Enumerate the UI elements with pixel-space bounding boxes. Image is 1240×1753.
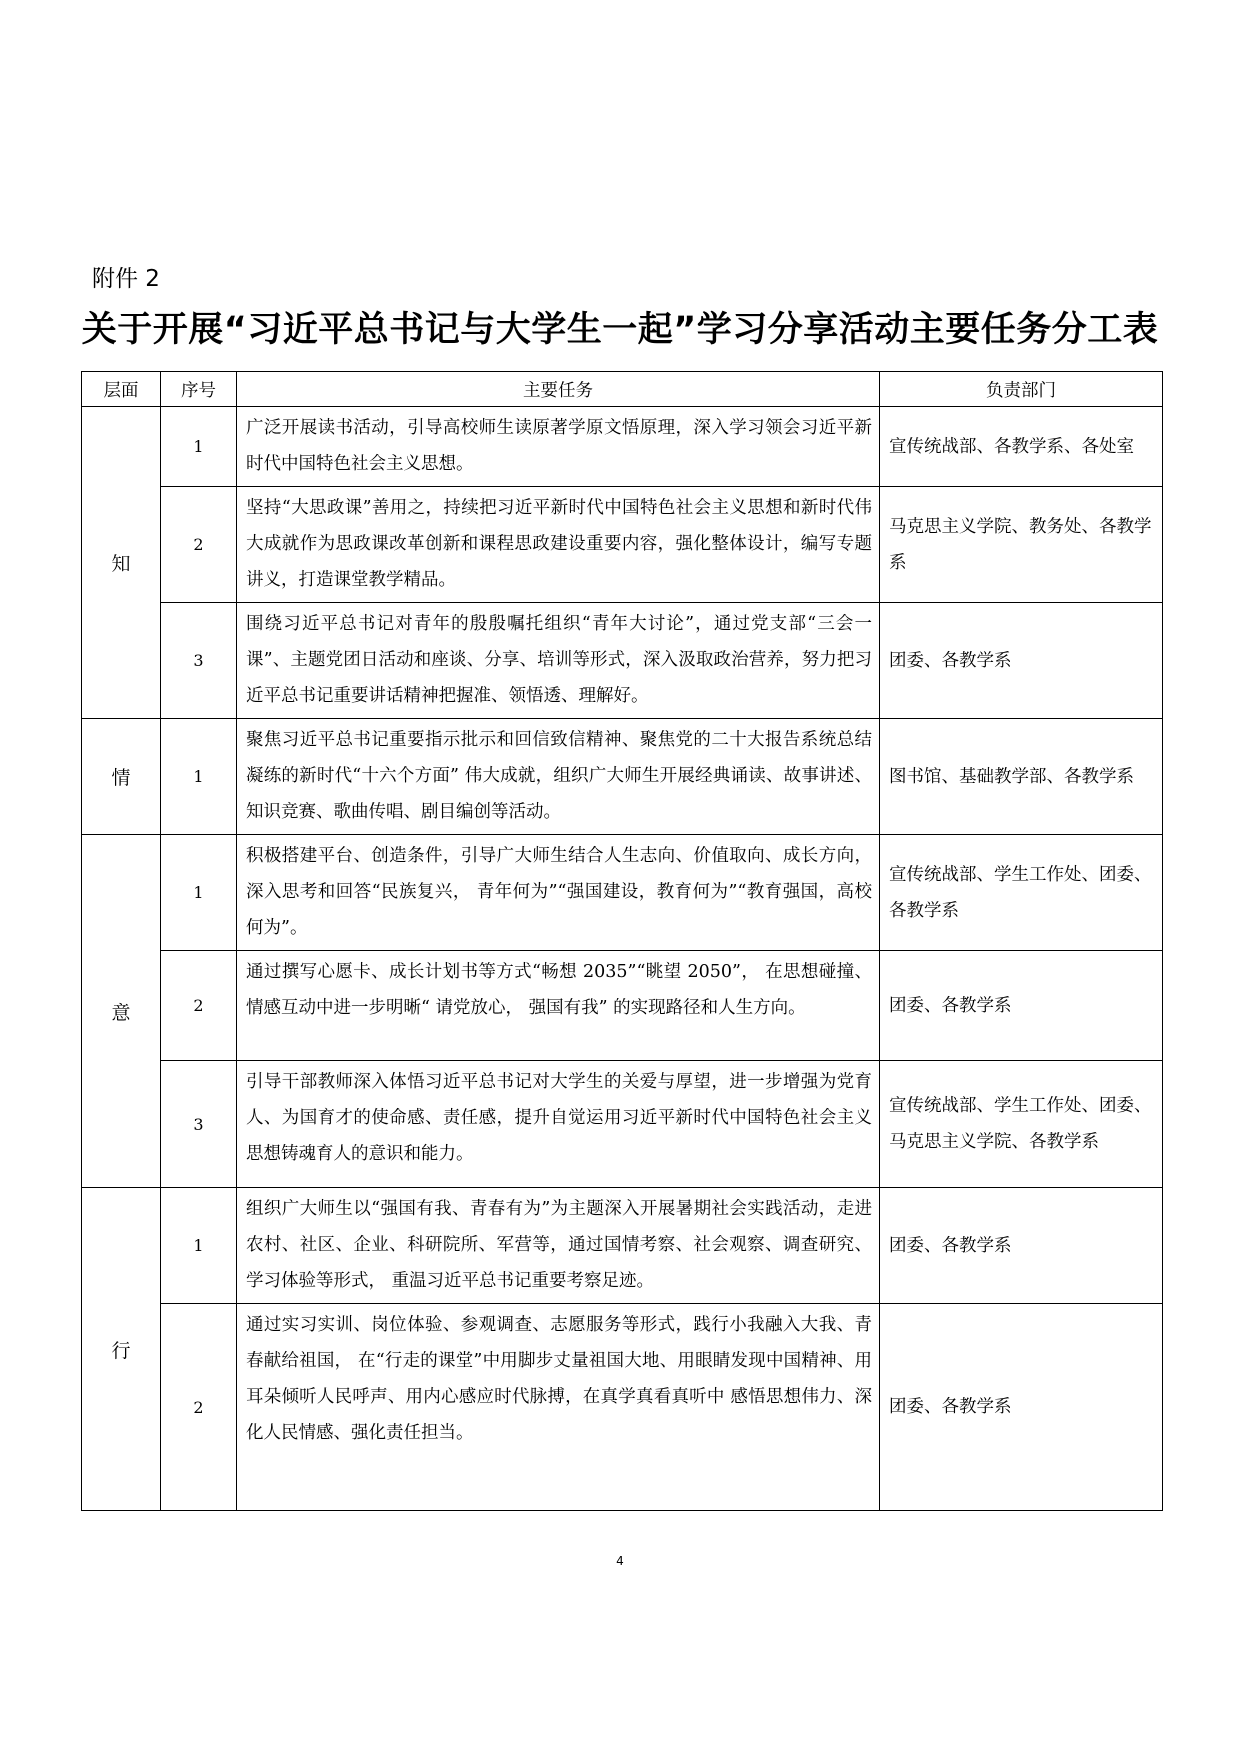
dept-cell: 团委、各教学系 [880,951,1163,1061]
task-cell: 坚持“大思政课”善用之，持续把习近平新时代中国特色社会主义思想和新时代伟大成就作为思政课改革创新和课程思政建设重要内容，强化整体设计，编写专题讲义，打造课堂教学精品。 [237,487,880,603]
task-cell: 积极搭建平台、创造条件，引导广大师生结合人生志向、价值取向、成长方向，深入思考和回答“民族复兴， 青年何为”“强国建设，教育何为”“教育强国，高校何为”。 [237,835,880,951]
row-number: 3 [161,1061,237,1188]
row-number: 2 [161,951,237,1061]
page-number: 4 [616,1554,624,1568]
row-number: 1 [161,407,237,487]
document-title: 关于开展“习近平总书记与大学生一起”学习分享活动主要任务分工表 [81,310,1159,350]
row-number: 2 [161,487,237,603]
task-cell: 通过实习实训、岗位体验、参观调查、志愿服务等形式，践行小我融入大我、青春献给祖国， 在“行走的课堂”中用脚步丈量祖国大地、用眼睛发现中国精神、用耳朵倾听人民呼声、用内心感应时代脉搏，在真学真看真听中 感悟思想伟力、深化人民情感、强化责任担当。 [237,1304,880,1511]
attachment-label: 附件 2 [92,266,160,292]
dept-cell: 团委、各教学系 [880,603,1163,719]
dept-cell: 团委、各教学系 [880,1304,1163,1511]
table-row [82,1304,1163,1511]
header-dept: 负责部门 [880,372,1163,407]
table-row [82,1061,1163,1188]
task-cell: 聚焦习近平总书记重要指示批示和回信致信精神、聚焦党的二十大报告系统总结凝练的新时代“十六个方面” 伟大成就，组织广大师生开展经典诵读、故事讲述、知识竞赛、歌曲传唱、剧目编创等活动。 [237,719,880,835]
table-row [82,487,1163,603]
dept-cell: 图书馆、基础教学部、各教学系 [880,719,1163,835]
header-number: 序号 [161,372,237,407]
dept-cell: 马克思主义学院、教务处、各教学系 [880,487,1163,603]
row-number: 1 [161,1188,237,1304]
task-cell: 广泛开展读书活动，引导高校师生读原著学原文悟原理，深入学习领会习近平新时代中国特色社会主义思想。 [237,407,880,487]
table-row [82,1188,1163,1304]
table-row [82,951,1163,1061]
row-number: 1 [161,835,237,951]
row-number: 3 [161,603,237,719]
task-division-table [81,371,1163,1511]
task-cell: 围绕习近平总书记对青年的殷殷嘱托组织“青年大讨论”，通过党支部“三会一课”、主题党团日活动和座谈、分享、培训等形式，深入汲取政治营养，努力把习近平总书记重要讲话精神把握准、领悟透、理解好。 [237,603,880,719]
layer-cell-zhi: 知 [82,407,161,719]
header-task: 主要任务 [237,372,880,407]
table-row [82,407,1163,487]
dept-cell: 宣传统战部、学生工作处、团委、各教学系 [880,835,1163,951]
dept-cell: 团委、各教学系 [880,1188,1163,1304]
row-number: 2 [161,1304,237,1511]
header-layer: 层面 [82,372,161,407]
layer-cell-yi: 意 [82,835,161,1188]
table-row [82,719,1163,835]
table-row [82,603,1163,719]
task-cell: 组织广大师生以“强国有我、青春有为”为主题深入开展暑期社会实践活动，走进农村、社区、企业、科研院所、军营等，通过国情考察、社会观察、调查研究、学习体验等形式， 重温习近平总书记重要考察足迹。 [237,1188,880,1304]
dept-cell: 宣传统战部、学生工作处、团委、马克思主义学院、各教学系 [880,1061,1163,1188]
row-number: 1 [161,719,237,835]
layer-cell-xing: 行 [82,1188,161,1511]
task-cell: 通过撰写心愿卡、成长计划书等方式“畅想 2035”“眺望 2050”， 在思想碰撞、情感互动中进一步明晰“ 请党放心， 强国有我” 的实现路径和人生方向。 [237,951,880,1061]
table-header-row [82,372,1163,407]
task-cell: 引导干部教师深入体悟习近平总书记对大学生的关爱与厚望，进一步增强为党育人、为国育才的使命感、责任感，提升自觉运用习近平新时代中国特色社会主义思想铸魂育人的意识和能力。 [237,1061,880,1188]
table-row [82,835,1163,951]
layer-cell-qing: 情 [82,719,161,835]
dept-cell: 宣传统战部、各教学系、各处室 [880,407,1163,487]
